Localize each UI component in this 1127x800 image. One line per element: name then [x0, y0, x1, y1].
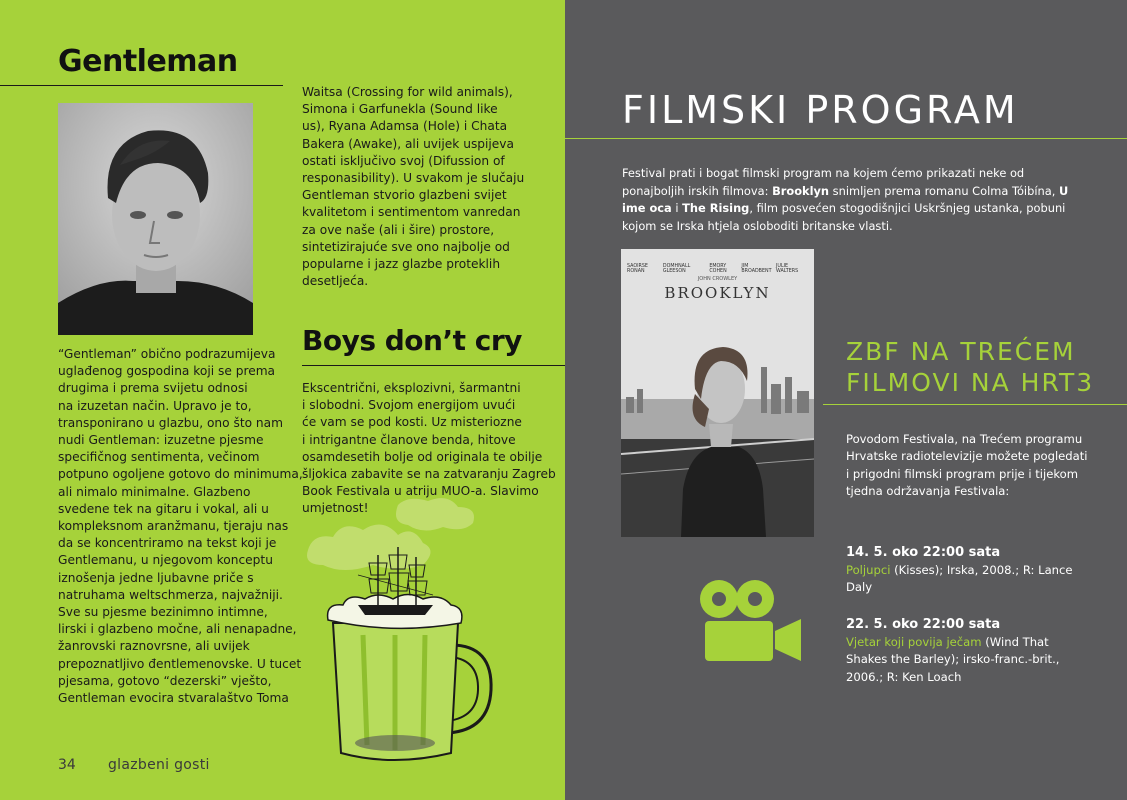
poster-director: JOHN CROWLEY — [697, 276, 738, 282]
zbf-heading: ZBF NA TREĆEM FILMOVI NA HRT3 — [846, 337, 1095, 397]
film-name-bold: U ime oca — [622, 183, 1069, 215]
boys-text: Ekscentrični, eksplozivni, šarmantni i slobodni. Svojom energijom uvući će vam se pod kosti. Uz misteriozne i intrigantne članove benda, hitove osamdesetih bolje od originala te obilje šljokica zabavite se na zatvaranju Zagreb Book Festivala u atriju MUO-a. Slavimo umjetnost! — [302, 381, 556, 516]
zbf-heading-rule — [823, 404, 1127, 405]
schedule-item-1: 14. 5. oko 22:00 sata Poljupci (Kisses); Irska, 2008.; R: Lance Daly — [846, 545, 1073, 595]
intro-text-run: , film posvećen stogodišnjici Uskršnjeg ustanka, pobuni kojom se Irska htjela osloboditi britanske vlasti. — [622, 201, 1066, 233]
filmski-program-title: FILMSKI PROGRAM — [622, 88, 1019, 132]
poster-title: BROOKLYN — [664, 284, 771, 302]
film-name-bold: Brooklyn — [772, 183, 830, 198]
film-intro-text — [622, 165, 1082, 235]
poster-cast-row: SAOIRSE RONAN DOMHNALL GLEESON EMORY COHEN JIM BROADBENT JULIE WALTERS — [627, 264, 799, 274]
intro-text-run: i — [671, 201, 683, 215]
schedule-item-2: 22. 5. oko 22:00 sata Vjetar koji povija ječam (Wind That Shakes the Barley); irsko-franc.-brit., 2006.; R: Ken Loach — [846, 617, 1060, 684]
gentleman-text-col1: “Gentleman” obično podrazumijeva uglađenog gospodina koji se prema drugima i prema svijetu odnosi na izuzetan način. Upravo je to, transponirano u glazbu, ono što nam nudi Gentleman: izuzetne pjesme specifičnog sentimenta, večinom potpuno ogoljene gotovo do minimuma, ali nimalo minimalne. Glazbeno svedene tek na gitaru i vokal, ali u kompleksnom aranžmanu, tjeraju nas da se koncentriramo na tekst koji je Gentlemanu, u njegovom konceptu iznošenja jedne ljubavne priče s natruhama weltschmerza, najvažniji. Sve su pjesme bezinimno intimne, lirski i glazbeno močne, ali nenapadne, žanrovski raznovrsne, ali uvijek prepoznatljivo đentlemenovske. U tucet pjesama, gotovo “dezerski” vješto, Gentleman evocira stvaralaštvo Toma — [58, 347, 303, 706]
film-title: Vjetar koji povija ječam — [846, 635, 982, 649]
film-title: Poljupci — [846, 563, 891, 577]
gentleman-heading-rule — [0, 85, 283, 86]
gentleman-photo — [58, 103, 253, 335]
gentleman-heading: Gentleman — [58, 44, 238, 79]
gentleman-text-col2: Waitsa (Crossing for wild animals), Simona i Garfunekla (Sound like us), Ryana Adamsa (Hole) i Chata Bakera (Awake), ali uvijek uspijeva ostati isključivo svoj (Difussion of responasibility). U svakom je slučaju Gentleman stvorio glazbeni svijet kvalitetom i sentimentom vanredan za ove naše (ali i šire) prostore, sintetizirajuće sve ono najbolje od popularne i jazz glazbe proteklih desetljeća. — [302, 85, 525, 289]
schedule-date: 14. 5. oko 22:00 sata — [846, 545, 1001, 560]
section-name: glazbeni gosti — [108, 757, 210, 773]
schedule-date: 22. 5. oko 22:00 sata — [846, 617, 1001, 632]
intro-text-run: snimljen prema romanu Colma Tóibína, — [829, 183, 1059, 198]
brooklyn-poster — [621, 249, 814, 537]
intro-text-run: Festival prati i bogat filmski program na kojem ćemo prikazati neke od ponajboljih irskih filmova: — [622, 166, 1025, 198]
film-camera-icon — [697, 577, 803, 668]
filmski-title-rule — [565, 138, 1127, 139]
zbf-text: Povodom Festivala, na Trećem programu Hrvatske radiotelevizije možete pogledati i prigodni filmski program prije i tijekom tjedna održavanja Festivala: — [846, 432, 1088, 499]
beer-mug-illustration — [303, 495, 503, 770]
film-name-bold: The Rising — [682, 201, 750, 215]
boys-heading-rule — [302, 365, 565, 366]
page-number: 34 — [58, 757, 76, 773]
boys-heading: Boys don’t cry — [302, 324, 522, 357]
